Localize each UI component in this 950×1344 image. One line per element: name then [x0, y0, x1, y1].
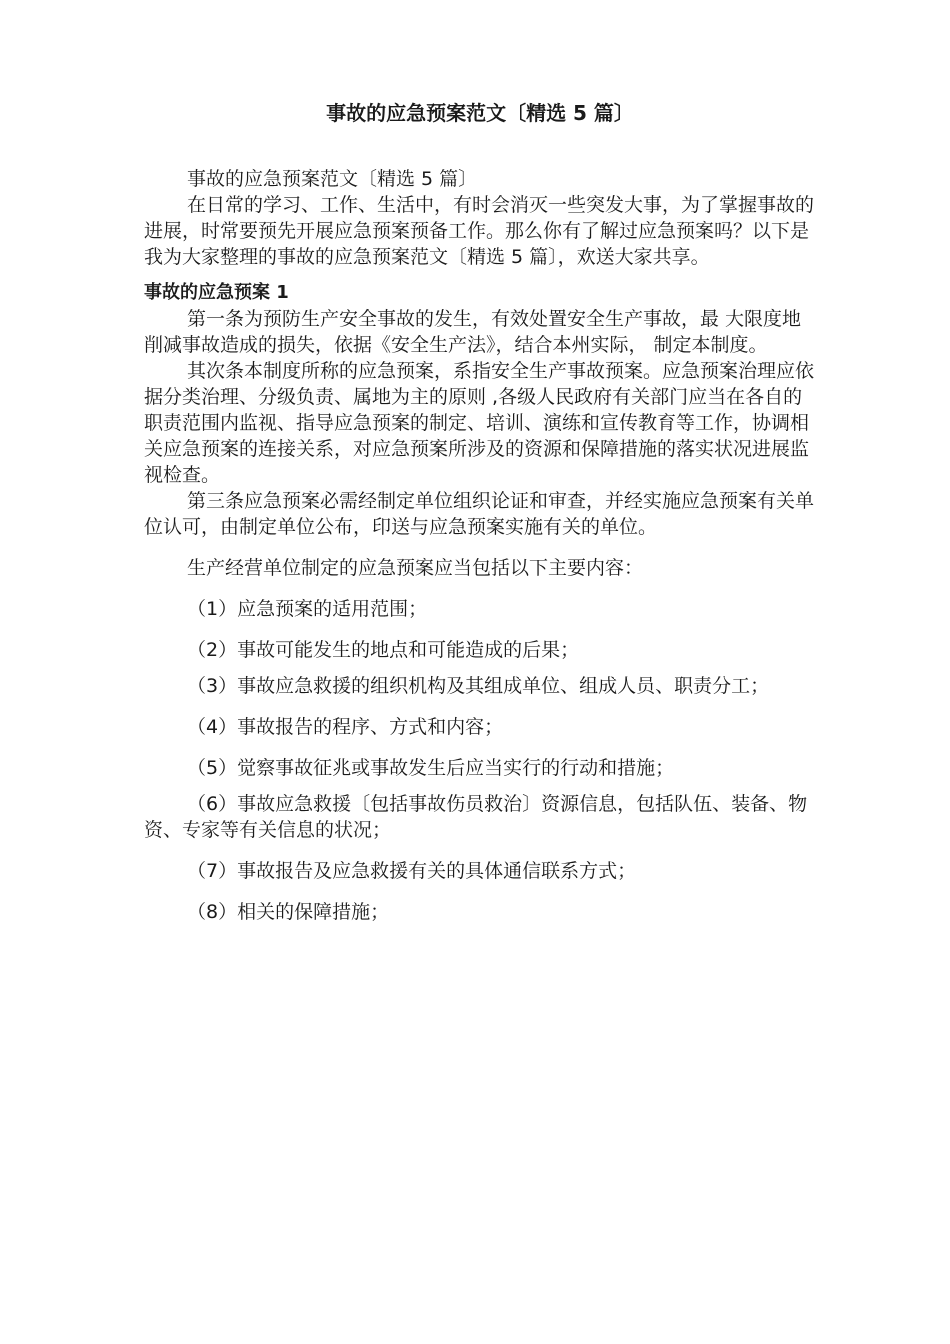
- list-item: （6）事故应急救援〔包括事故伤员救治〕资源信息，包括队伍、装备、物资、专家等有关信息的状况；: [144, 793, 808, 841]
- list-item: （8）相关的保障措施；: [187, 901, 390, 923]
- list-item: （5）觉察事故征兆或事故发生后应当实行的行动和措施；: [187, 757, 675, 779]
- list-item: （7）事故报告及应急救援有关的具体通信联系方式；: [187, 860, 637, 882]
- list-item: （3）事故应急救援的组织机构及其组成单位、组成人员、职责分工；: [187, 675, 770, 697]
- intro-subtitle: 事故的应急预案范文〔精选 5 篇〕: [187, 168, 478, 190]
- article-3-paragraph: 第三条应急预案必需经制定单位组织论证和审查，并经实施应急预案有关单位认可，由制定单位公布，印送与应急预案实施有关的单位。: [144, 490, 815, 538]
- section-heading: 事故的应急预案 1: [144, 282, 289, 303]
- list-item: （2）事故可能发生的地点和可能造成的后果；: [187, 639, 580, 661]
- article-2-paragraph: 其次条本制度所称的应急预案，系指安全生产事故预案。应急预案治理应依据分类治理、分级负责、属地为主的原则 ,各级人民政府有关部门应当在各自的职责范围内监视、指导应急预案的制定、培训、演练和宣传教育等工作，协调相关应急预案的连接关系，对应急预案所涉及的资源和保障措施的落实状况进展监视检查。: [144, 360, 815, 486]
- article-1-paragraph: 第一条为预防生产安全事故的发生，有效处置安全生产事故，最 大限度地削减事故造成的损失，依据《安全生产法》，结合本州实际， 制定本制度。: [144, 308, 802, 356]
- document-title: 事故的应急预案范文〔精选 5 篇〕: [326, 101, 634, 125]
- contents-intro-paragraph: 生产经营单位制定的应急预案应当包括以下主要内容：: [187, 557, 644, 579]
- intro-paragraph: 在日常的学习、工作、生活中，有时会消灭一些突发大事，为了掌握事故的进展，时常要预先开展应急预案预备工作。那么你有了解过应急预案吗？以下是我为大家整理的事故的应急预案范文〔精选 5 篇〕，欢送大家共享。: [144, 194, 815, 268]
- document-page: [144, 96, 816, 925]
- list-item: （4）事故报告的程序、方式和内容；: [187, 716, 504, 738]
- list-item: （1）应急预案的适用范围；: [187, 598, 428, 620]
